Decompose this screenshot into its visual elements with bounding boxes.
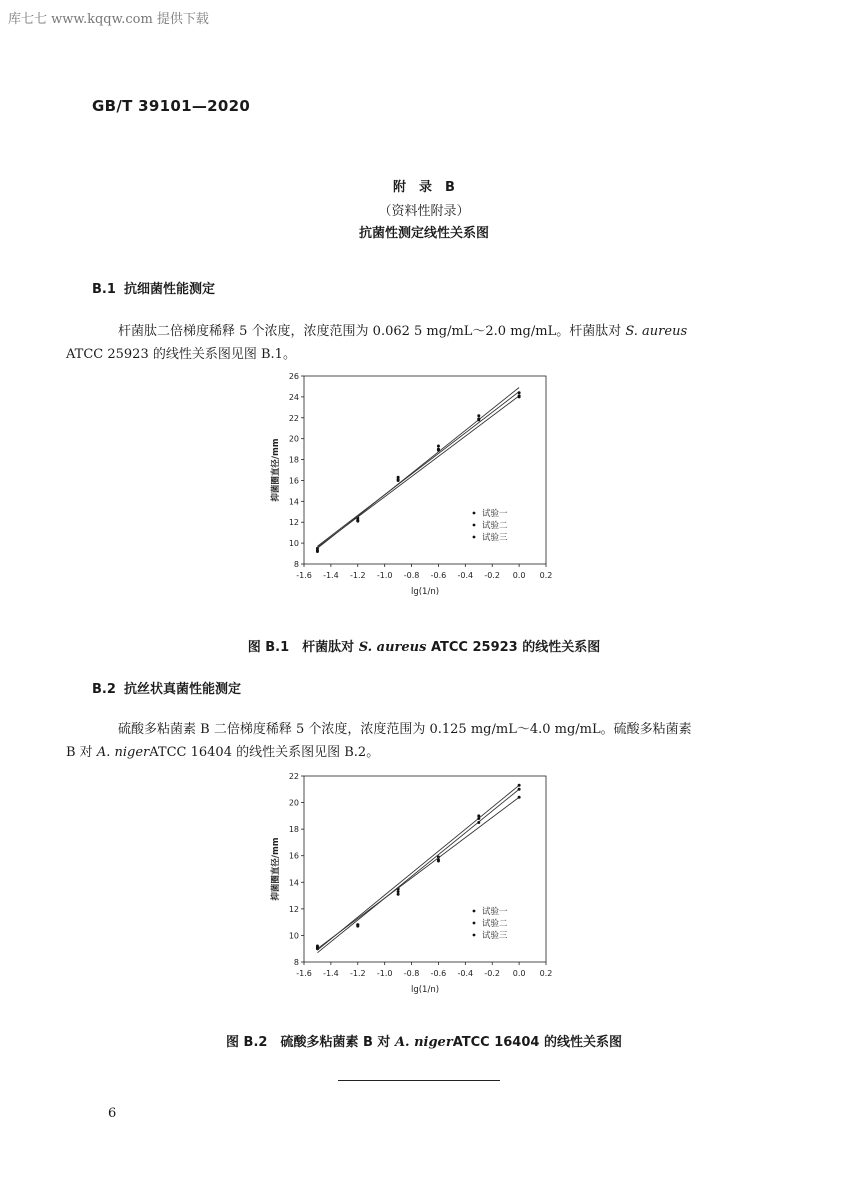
legend-label: 试验三 <box>482 533 508 543</box>
section-heading-b1 <box>92 278 215 297</box>
x-tick-label: -1.6 <box>296 571 312 580</box>
section-number: B.2 <box>92 682 116 697</box>
data-point <box>518 788 521 791</box>
y-tick-label: 14 <box>288 497 299 507</box>
section-number: B.1 <box>92 282 116 297</box>
x-tick-label: 0.2 <box>539 571 553 580</box>
x-tick-label: -0.2 <box>484 969 501 978</box>
y-tick-label: 12 <box>288 518 299 528</box>
legend-marker <box>473 524 476 527</box>
paragraph-text: 硫酸多粘菌素 B 二倍梯度稀释 5 个浓度，浓度范围为 0.125 mg/mL～4.0 mg/mL。硫酸多粘菌素 <box>118 722 692 737</box>
legend-marker <box>473 536 476 539</box>
data-point <box>437 444 440 447</box>
x-tick-label: -0.4 <box>457 969 474 978</box>
legend-marker <box>473 512 476 515</box>
legend-label: 试验一 <box>482 907 508 917</box>
data-point <box>437 860 440 863</box>
paragraph-b1 <box>66 320 756 366</box>
x-tick-label: -0.8 <box>403 571 420 580</box>
x-tick-label: -1.0 <box>376 969 393 978</box>
data-point <box>316 550 319 553</box>
section-heading-b2 <box>92 678 241 697</box>
page-number: 6 <box>108 1106 117 1121</box>
data-point <box>477 817 480 820</box>
caption-text: 图 B.2 硫酸多粘菌素 B 对 <box>226 1035 395 1050</box>
y-axis-label: 抑菌圈直径/mm <box>271 438 281 502</box>
figure-caption-b1 <box>0 636 848 655</box>
legend-marker <box>473 922 476 925</box>
y-tick-label: 8 <box>293 958 299 967</box>
y-tick-label: 20 <box>288 798 299 808</box>
species-name: A. niger <box>96 745 150 760</box>
x-tick-label: 0.2 <box>539 969 553 978</box>
x-tick-label: -1.0 <box>376 571 393 580</box>
x-tick-label: -0.6 <box>430 969 447 978</box>
caption-text: 图 B.1 杆菌肽对 <box>247 640 359 655</box>
data-point <box>316 946 319 949</box>
data-point <box>397 890 400 893</box>
x-tick-label: -0.2 <box>484 571 501 580</box>
data-point <box>518 784 521 787</box>
data-point <box>356 923 359 926</box>
y-tick-label: 22 <box>288 772 299 781</box>
x-axis-label: lg(1/n) <box>410 587 440 597</box>
y-tick-label: 24 <box>288 392 299 402</box>
data-point <box>518 391 521 394</box>
x-tick-label: 0.0 <box>512 571 526 580</box>
x-axis-label: lg(1/n) <box>410 985 440 994</box>
y-axis-label: 抑菌圈直径/mm <box>271 837 281 901</box>
y-tick-label: 14 <box>288 878 299 888</box>
species-name: S. aureus <box>625 324 688 339</box>
appendix-subtitle: （资料性附录） <box>378 204 470 219</box>
y-tick-label: 26 <box>288 372 299 381</box>
paragraph-text: ATCC 25923 的线性关系图见图 B.1。 <box>66 347 296 362</box>
x-tick-label: -1.4 <box>323 969 339 978</box>
x-tick-label: -0.4 <box>457 571 474 580</box>
x-tick-label: -0.8 <box>403 969 420 978</box>
x-tick-label: -1.2 <box>349 969 366 978</box>
data-point <box>397 893 400 896</box>
watermark: 库七七 www.kqqw.com 提供下载 <box>8 12 209 27</box>
x-tick-label: 0.0 <box>512 969 526 978</box>
y-tick-label: 18 <box>288 455 299 465</box>
y-tick-label: 10 <box>288 931 299 941</box>
appendix-title: 附 录 B <box>393 180 455 195</box>
data-point <box>477 414 480 417</box>
figure-caption-b2 <box>0 1031 848 1050</box>
legend-label: 试验一 <box>482 509 508 519</box>
data-point <box>518 796 521 799</box>
x-tick-label: -1.4 <box>323 571 339 580</box>
standard-number: GB/T 39101—2020 <box>92 97 251 115</box>
data-point <box>397 478 400 481</box>
legend-marker <box>473 934 476 937</box>
caption-text: ATCC 16404 的线性关系图 <box>452 1035 622 1050</box>
y-tick-label: 10 <box>288 539 299 549</box>
data-point <box>477 814 480 817</box>
y-tick-label: 20 <box>288 434 299 444</box>
data-point <box>518 395 521 398</box>
legend-label: 试验二 <box>482 919 508 929</box>
data-point <box>356 520 359 523</box>
legend-label: 试验二 <box>482 521 508 531</box>
section-title: 抗细菌性能测定 <box>124 282 216 297</box>
legend-marker <box>473 910 476 913</box>
plot-frame <box>304 376 546 564</box>
y-tick-label: 16 <box>288 851 299 861</box>
y-tick-label: 18 <box>288 825 299 835</box>
paragraph-b2 <box>66 718 756 764</box>
y-tick-label: 12 <box>288 904 299 914</box>
section-title: 抗丝状真菌性能测定 <box>124 682 242 697</box>
data-point <box>477 821 480 824</box>
x-tick-label: -1.6 <box>296 969 312 978</box>
chart-b1 <box>262 366 572 600</box>
paragraph-text: ATCC 16404 的线性关系图见图 B.2。 <box>149 745 380 760</box>
paragraph-text: B 对 <box>66 745 97 760</box>
caption-text: ATCC 25923 的线性关系图 <box>426 640 601 655</box>
caption-species: A. niger <box>394 1035 453 1050</box>
footer-rule <box>338 1080 500 1081</box>
appendix-heading: 抗菌性测定线性关系图 <box>358 226 489 241</box>
paragraph-text: 杆菌肽二倍梯度稀释 5 个浓度，浓度范围为 0.062 5 mg/mL～2.0 mg/mL。杆菌肽对 <box>118 324 626 339</box>
y-tick-label: 8 <box>293 560 299 569</box>
chart-b2 <box>262 766 572 994</box>
x-tick-label: -1.2 <box>349 571 366 580</box>
caption-species: S. aureus <box>358 640 427 655</box>
data-point <box>477 418 480 421</box>
y-tick-label: 22 <box>288 413 299 423</box>
data-point <box>437 449 440 452</box>
x-tick-label: -0.6 <box>430 571 447 580</box>
y-tick-label: 16 <box>288 476 299 486</box>
legend-label: 试验三 <box>482 931 508 941</box>
